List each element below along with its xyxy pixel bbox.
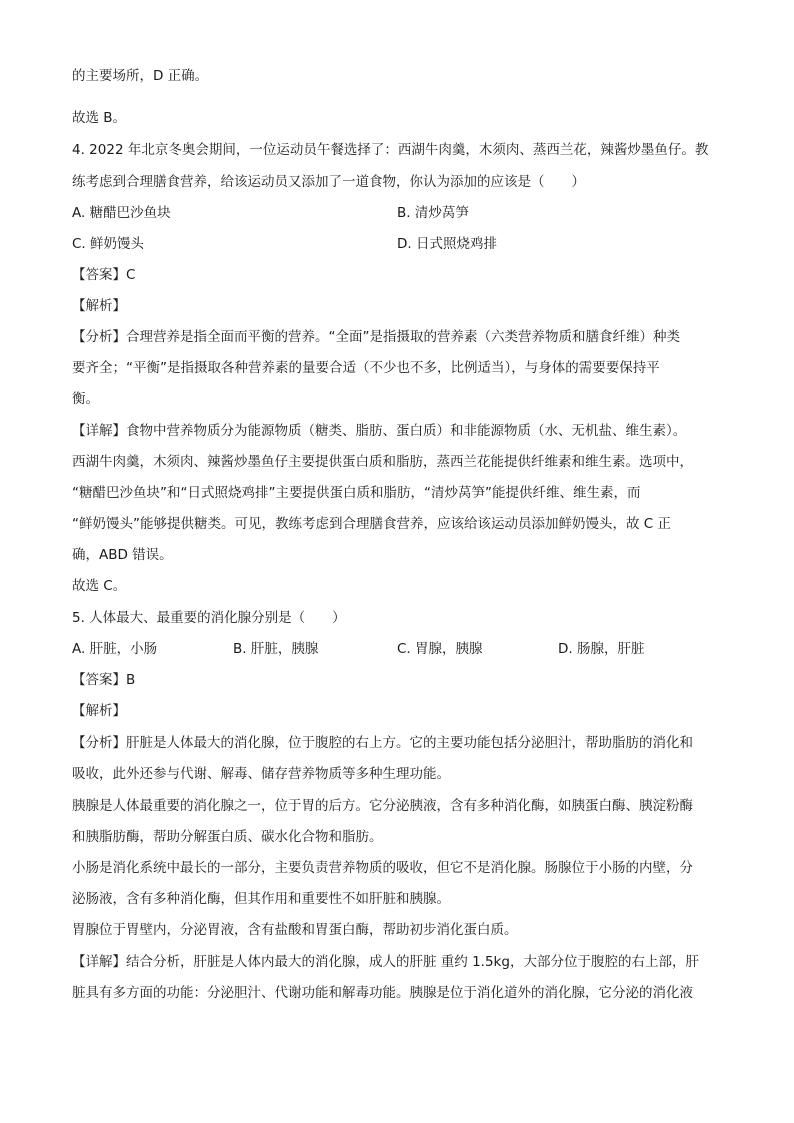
detail-text: 确，ABD 错误。	[72, 547, 173, 563]
detail-text: “糖醋巴沙鱼块”和“日式照烧鸡排”主要提供蛋白质和脂肪，“清炒莴笋”能提供纤维、维生素，而	[72, 485, 641, 501]
question-4-option-c: C. 鲜奶馒头	[72, 236, 145, 252]
answer-label: 【答案】C	[72, 267, 136, 283]
detail-text: “鲜奶馒头”能够提供糖类。可见，教练考虑到合理膳食营养，应该给该运动员添加鲜奶馒头，故 C 正	[72, 516, 671, 532]
analysis-text: 小肠是消化系统中最长的一部分，主要负责营养物质的吸收，但它不是消化腺。肠腺位于小肠的内壁，分	[72, 860, 693, 876]
detail-text: 【详解】结合分析，肝脏是人体内最大的消化腺，成人的肝脏 重约 1.5kg，大部分位于腹腔的右上部，肝	[72, 954, 699, 970]
analysis-text: 胃腺位于胃壁内，分泌胃液，含有盐酸和胃蛋白酶，帮助初步消化蛋白质。	[72, 922, 518, 938]
question-4-stem: 练考虑到合理膳食营养，给该运动员又添加了一道食物，你认为添加的应该是（ ）	[72, 174, 585, 190]
question-5-option-b: B. 肝脏，胰腺	[233, 641, 319, 657]
answer-label: 【答案】B	[72, 672, 136, 688]
question-5-option-a: A. 肝脏，小肠	[72, 641, 158, 657]
question-4-option-d: D. 日式照烧鸡排	[397, 236, 497, 252]
text-line: 故选 B。	[72, 110, 127, 126]
analysis-text: 要齐全；“平衡”是指摄取各种营养素的量要合适（不少也不多，比例适当），与身体的需要要保持平	[72, 360, 660, 376]
detail-text: 脏具有多方面的功能：分泌胆汁、代谢功能和解毒功能。胰腺是位于消化道外的消化腺，它分泌的消化液	[72, 985, 693, 1001]
text-line: 的主要场所，D 正确。	[72, 68, 209, 84]
analysis-text: 和胰脂肪酶，帮助分解蛋白质、碳水化合物和脂肪。	[72, 829, 383, 845]
analysis-text: 吸收，此外还参与代谢、解毒、储存营养物质等多种生理功能。	[72, 766, 450, 782]
question-5-option-d: D. 肠腺，肝脏	[558, 641, 645, 657]
analysis-text: 【分析】肝脏是人体最大的消化腺，位于腹腔的右上方。它的主要功能包括分泌胆汁，帮助脂肪的消化和	[72, 735, 693, 751]
question-4-stem: 4. 2022 年北京冬奥会期间，一位运动员午餐选择了：西湖牛肉羹，木须肉、蒸西兰花，辣酱炒墨鱼仔。教	[72, 142, 709, 158]
analysis-text: 胰腺是人体最重要的消化腺之一，位于胃的后方。它分泌胰液，含有多种消化酶，如胰蛋白酶、胰淀粉酶	[72, 798, 693, 814]
question-5-stem: 5. 人体最大、最重要的消化腺分别是（ ）	[72, 610, 346, 626]
analysis-heading: 【解析】	[72, 703, 126, 719]
question-4-option-b: B. 清炒莴笋	[397, 205, 469, 221]
question-4-option-a: A. 糖醋巴沙鱼块	[72, 205, 171, 221]
conclusion-text: 故选 C。	[72, 578, 127, 594]
detail-text: 【详解】食物中营养物质分为能源物质（糖类、脂肪、蛋白质）和非能源物质（水、无机盐、维生素）。	[72, 423, 687, 439]
analysis-text: 泌肠液，含有多种消化酶，但其作用和重要性不如肝脏和胰腺。	[72, 891, 450, 907]
analysis-text: 【分析】合理营养是指全面而平衡的营养。“全面”是指摄取的营养素（六类营养物质和膳食纤维）种类	[72, 329, 680, 345]
detail-text: 西湖牛肉羹，木须肉、辣酱炒墨鱼仔主要提供蛋白质和脂肪，蒸西兰花能提供纤维素和维生素。选项中，	[72, 454, 693, 470]
analysis-heading: 【解析】	[72, 298, 126, 314]
question-5-option-c: C. 胃腺，胰腺	[397, 641, 483, 657]
analysis-text: 衡。	[72, 391, 99, 407]
